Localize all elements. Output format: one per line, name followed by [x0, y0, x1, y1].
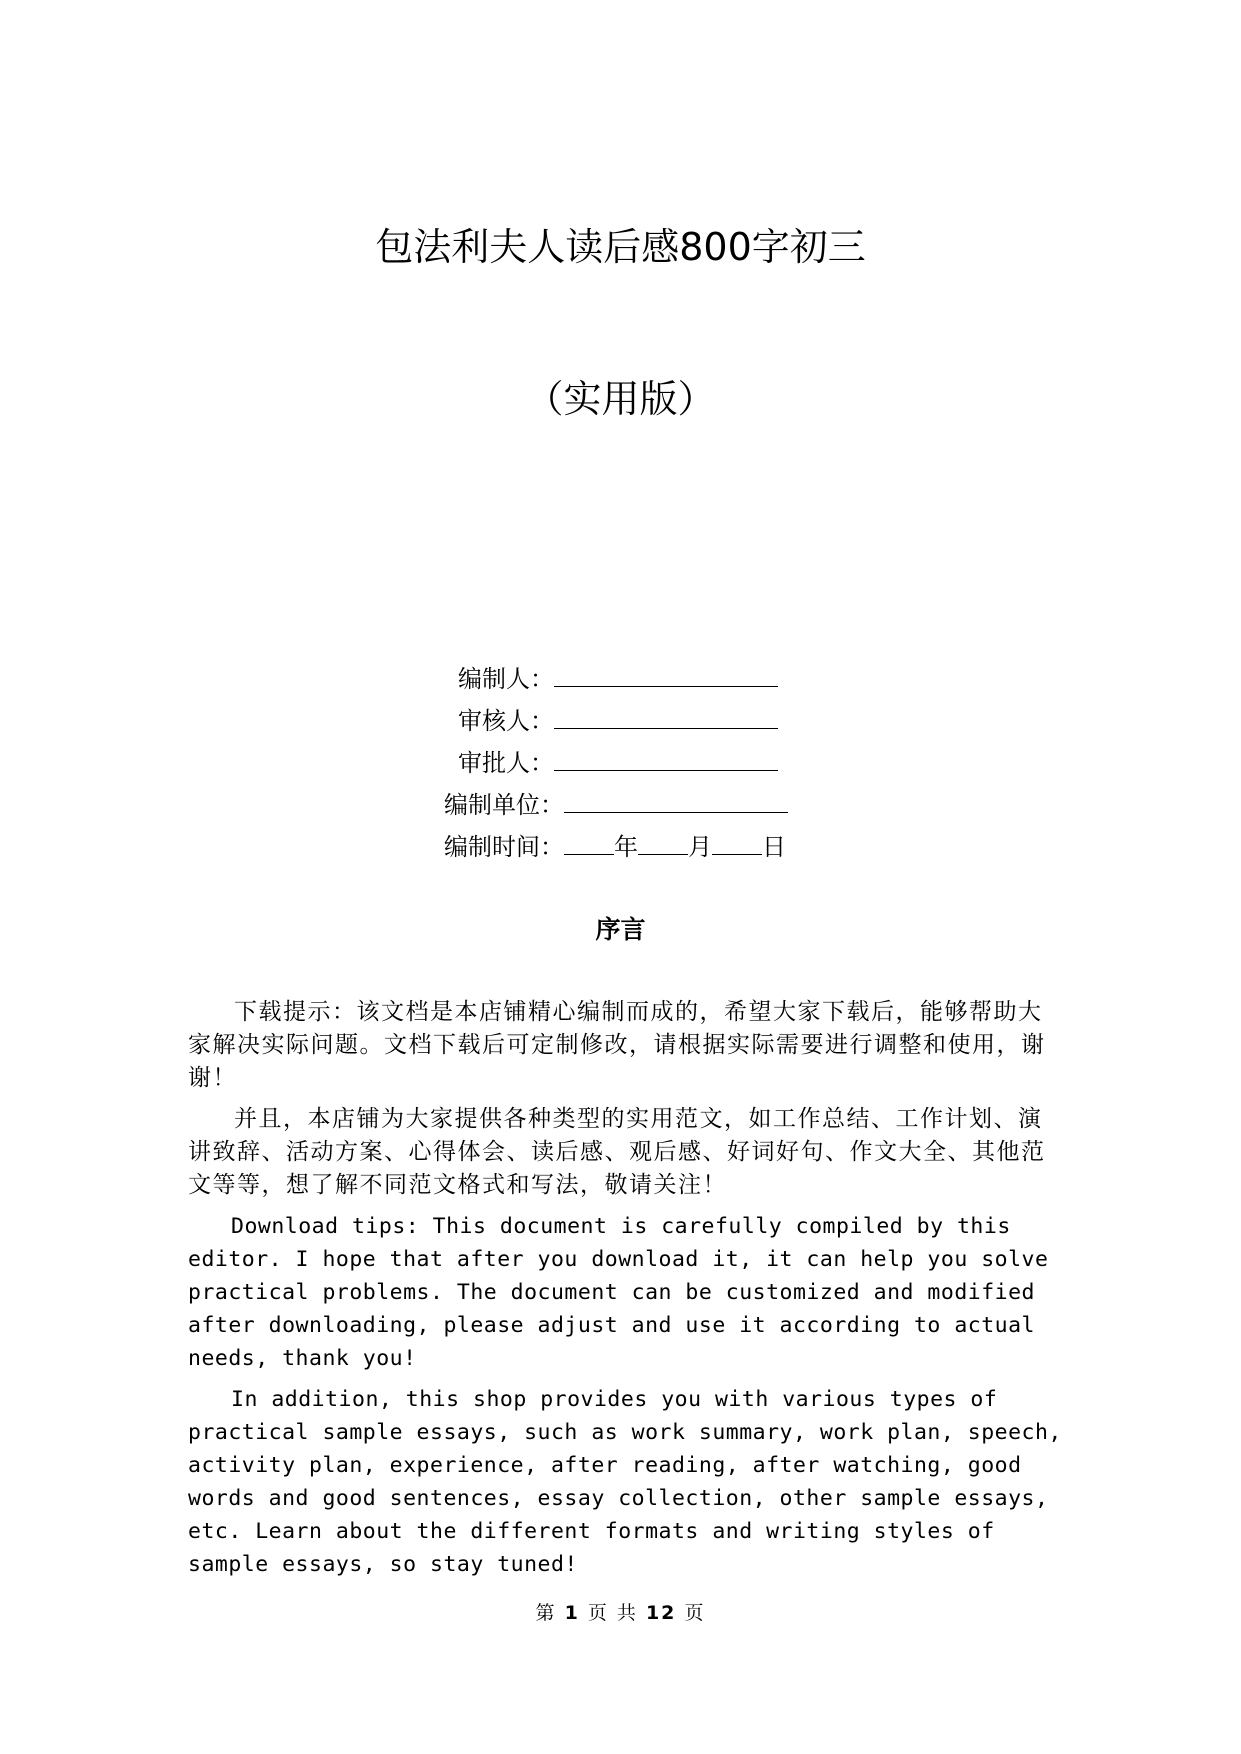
compiler-label: 编制人：: [458, 665, 554, 693]
year-blank: [564, 828, 614, 855]
footer-middle: 页 共: [587, 1602, 638, 1624]
document-title: 包法利夫人读后感800字初三: [375, 225, 866, 269]
reviewer-row: [444, 700, 864, 742]
paragraph: In addition, this shop provides you with various types of practical sample essays, such as work summary, work plan, speech, activity plan, experience, after reading, after watching, good words and good sentences, essay collection, other sample essays, etc. Learn about the different formats and writing styles of sample essays, so stay tuned!: [188, 1387, 1062, 1577]
day-blank: [712, 828, 762, 855]
year-label: 年: [614, 833, 638, 861]
paragraph: Download tips: This document is carefully compiled by this editor. I hope that after you download it, it can help you solve practical problems. The document can be customized and modified after downloading, please adjust and use it according to actual needs, thank you!: [188, 1214, 1049, 1371]
time-row: [444, 826, 864, 868]
approver-row: [444, 742, 864, 784]
paragraph: 下载提示：该文档是本店铺精心编制而成的，希望大家下载后，能够帮助大家解决实际问题。文档下载后可定制修改，请根据实际需要进行调整和使用，谢谢！: [188, 999, 1046, 1091]
paragraph: 并且，本店铺为大家提供各种类型的实用范文，如工作总结、工作计划、演讲致辞、活动方案、心得体会、读后感、观后感、好词好句、作文大全、其他范文等等，想了解不同范文格式和写法，敬请关注！: [188, 1106, 1046, 1198]
unit-row: [444, 784, 864, 826]
approver-blank: [554, 744, 778, 771]
time-label: 编制时间：: [444, 833, 564, 861]
unit-label: 编制单位：: [444, 791, 564, 819]
page-footer: [0, 1598, 1241, 1625]
total-pages-number: 12: [645, 1602, 677, 1624]
info-block: [444, 658, 864, 868]
unit-blank: [564, 786, 788, 813]
reviewer-blank: [554, 702, 778, 729]
compiler-row: [444, 658, 864, 700]
footer-prefix: 第: [535, 1602, 557, 1624]
compiler-blank: [554, 660, 778, 687]
month-label: 月: [688, 833, 712, 861]
preface-heading: 序言: [595, 915, 646, 944]
document-body: [188, 996, 1063, 1589]
document-subtitle: （实用版）: [525, 377, 716, 421]
footer-suffix: 页: [684, 1602, 706, 1624]
day-label: 日: [762, 833, 786, 861]
reviewer-label: 审核人：: [458, 707, 554, 735]
month-blank: [638, 828, 688, 855]
approver-label: 审批人：: [458, 749, 554, 777]
current-page-number: 1: [564, 1602, 580, 1624]
